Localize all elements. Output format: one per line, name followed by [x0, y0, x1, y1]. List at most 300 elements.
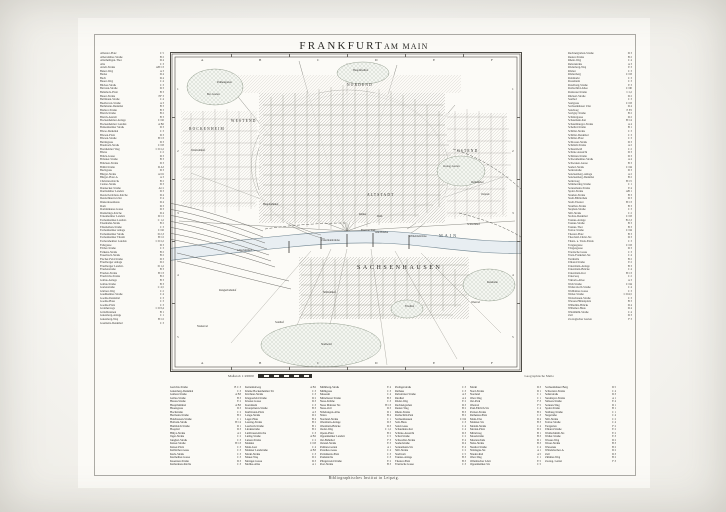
index-entry-ref: F 2 — [612, 424, 616, 428]
index-entry-name: Gallus-Straße — [170, 396, 186, 400]
index-entry-ref: B 3 — [159, 268, 164, 272]
index-entry-ref: B 3 — [236, 396, 241, 400]
index-entry-ref: D 4 — [159, 193, 164, 197]
index-entry-ref: F 3 — [612, 459, 616, 463]
index-entry-name: Schwanheimer-Straße — [568, 158, 594, 162]
index-entry-name: Textor-Straße — [568, 229, 584, 233]
map-place-label: Friedhof — [405, 305, 415, 308]
index-entry-name: Beethoven-Straße — [100, 101, 121, 105]
index-entry-ref: C 4,5 — [157, 286, 164, 290]
grid-number-right: 2 — [512, 149, 514, 153]
index-entry-name: Nord-Straße — [470, 389, 485, 393]
index-entry-name: Falkens-Straße — [100, 250, 118, 254]
index-entry-ref: D 3 — [627, 151, 632, 155]
index-entry-ref: E 4 — [628, 186, 632, 190]
index-entry-ref: C 4 — [536, 407, 541, 410]
index-entry-name: Allerheiligen-Thor — [100, 59, 122, 63]
index-entry-ref: A 3 — [627, 279, 632, 282]
index-entry-ref: E 2 — [628, 261, 632, 265]
index-entry-ref: AC1 — [158, 186, 164, 190]
index-entry-name: Battonn-Straße — [100, 87, 118, 91]
index-entry-ref: C 3 — [159, 225, 164, 229]
index-entry-ref: A 3 — [159, 176, 164, 180]
index-entry-ref: D 3 — [311, 400, 316, 403]
index-entry-ref: C 4 — [627, 310, 632, 314]
index-entry-name: Parlaments-Platz — [320, 452, 340, 456]
index-entry-name: Paulskirche — [320, 456, 334, 459]
index-entry-name: Börsen-Straße — [100, 137, 117, 141]
index-entry-ref: F 3 — [387, 438, 391, 442]
index-entry-name: Seilerweg — [568, 179, 580, 183]
index-entry-ref: C 3 — [627, 296, 632, 300]
index-entry-ref: C 3 — [461, 389, 466, 393]
index-entry-ref: D 3 — [236, 407, 241, 410]
index-entry-name: Humboldt-Straße — [170, 424, 190, 428]
index-entry-name: Junghof-Straße — [170, 438, 188, 442]
index-entry-name: Nordend-Straße — [320, 417, 339, 421]
index-entry-ref: B 2 — [611, 445, 616, 449]
index-entry-ref: C 4 — [627, 286, 632, 290]
index-entry-ref: C 4 — [386, 449, 391, 452]
index-entry-name: Schiller-Denkmal — [568, 133, 589, 137]
index-entry-name: Niddagau-Str. — [470, 449, 486, 452]
index-entry-ref: D 3 — [159, 133, 164, 137]
index-entry-ref: D 3 — [159, 208, 164, 212]
index-entry-name: Katharinen-Kirche — [170, 463, 192, 466]
index-entry-ref: B C3 — [625, 271, 632, 275]
grid-number-left: 1 — [177, 87, 179, 91]
index-entry-ref: D 1 — [536, 389, 541, 393]
index-entry-ref: B 3 — [386, 463, 391, 466]
grid-letter-bottom: E — [433, 361, 436, 365]
map-place-label: Hauptbahnhof — [263, 203, 279, 206]
index-entry-ref: D 4 — [159, 59, 164, 63]
index-entry-name: Mainzer-Str. — [470, 421, 485, 424]
index-entry-name: Gartenstraße — [100, 286, 115, 290]
index-entry-ref: B C5 — [625, 179, 632, 183]
index-entry-ref: D 3 — [159, 140, 164, 144]
index-entry-name: Rhein-Straße — [395, 410, 411, 414]
index-entry-ref: C 2 — [461, 435, 466, 438]
index-entry-ref: D 4 — [159, 76, 164, 80]
index-entry-name: Basler — [100, 73, 108, 77]
index-entry-name: Salz-Haus — [395, 421, 407, 424]
index-entry-name: Römerberg — [568, 73, 581, 77]
index-entry-ref: C 3 — [236, 445, 241, 449]
index-entry-ref: B 1 — [159, 310, 164, 314]
index-entry — [100, 322, 164, 326]
index-entry-name: Gerichts-Straße — [170, 386, 188, 389]
index-entry-ref: E 3 — [628, 66, 632, 70]
index-entry-ref: B 3 — [159, 282, 164, 286]
index-entry-name: Biebrer-Straße — [100, 108, 117, 112]
map-place-label: Niederrad — [197, 325, 208, 328]
index-entry-ref: C 4 — [386, 393, 391, 396]
index-column — [545, 386, 616, 467]
index-entry-ref: C 4 — [611, 421, 616, 424]
index-entry-name: Wittelsbacher-A. — [545, 449, 565, 452]
index-entry-ref: C 1 — [611, 410, 616, 414]
index-entry-ref: C 3 — [627, 80, 632, 84]
index-entry-ref: B 2 — [159, 222, 164, 226]
index-entry-name: Stalburg-Straße — [545, 410, 563, 414]
index-entry-ref: D 4 — [159, 211, 164, 215]
index-entry-ref: A 2 — [627, 144, 632, 148]
index-entry-ref: C 4 — [159, 293, 164, 297]
grid-letter-top: B — [259, 58, 262, 62]
map-district-label: OSTEND — [457, 149, 479, 153]
index-entry-name: Hermann-Straße — [170, 414, 189, 417]
index-entry-name: Windmühl-Straße — [568, 310, 589, 314]
index-entry-name: Schmidt-Straße — [568, 144, 586, 148]
index-entry-name: Stift-Straße — [545, 417, 559, 421]
index-entry-name: Nieder-Rad — [470, 452, 484, 456]
index-entry-ref: D 3 — [627, 247, 632, 251]
index-entry-name: Eschenheimer Straße — [100, 232, 125, 236]
index-entry-name: Oberrad — [470, 403, 480, 407]
index-entry-name: Dominikaner-Gasse — [100, 208, 124, 212]
index-entry-name: Kloster-Gasse — [245, 400, 262, 403]
index-entry-ref: AB C3 — [155, 66, 164, 70]
index-entry-name: Untermain-Brücke — [568, 268, 590, 272]
index-entry-ref: C 2 — [627, 211, 632, 215]
index-entry-ref: C 3 — [627, 239, 632, 243]
index-entry-ref: E 4 — [160, 197, 164, 201]
index-entry-name: Kettenhofweg — [245, 386, 262, 389]
index-entry-ref: C 3 — [311, 452, 316, 456]
index-entry-ref: B 3 — [159, 158, 164, 162]
grid-letter-top: E — [433, 58, 436, 62]
index-entry-name: Gutenberg-Denkmal — [170, 389, 194, 393]
index-entry-name: Stephan-Straße — [568, 208, 586, 212]
index-entry-name: Reuter-Weg — [395, 407, 409, 410]
index-entry-name: Christian-Kirche — [100, 179, 120, 183]
index-entry-name: Bornheimer Weg — [100, 147, 120, 151]
index-entry-name: Theobald-Christ-Str. — [568, 236, 592, 240]
index-entry-name: Rohmarkt — [568, 76, 580, 80]
index-entry-name: Mühlberg-Straße — [320, 386, 340, 389]
index-entry-ref: D 3 — [386, 407, 391, 410]
index-entry-ref: C D0 — [625, 87, 632, 91]
index-entry-ref: E 2 — [462, 400, 466, 403]
index-entry-name: Gallus-Anlage — [100, 279, 117, 282]
index-entry-ref: C D4 — [625, 229, 632, 233]
index-entry-name: Neue-Kräme — [320, 400, 335, 403]
index-entry-ref: B 1 — [611, 407, 616, 410]
index-entry-ref: D 3 — [536, 386, 541, 389]
index-entry-ref: D 2,3 — [157, 232, 164, 236]
index-entry-name: Karls-Straße — [170, 452, 185, 456]
index-entry-name: Rechneigraben-Straße — [568, 52, 594, 55]
map-district-label: WESTEND — [231, 119, 257, 123]
index-entry-ref: D 2 — [311, 456, 316, 459]
index-entry-ref: B 3 — [627, 264, 632, 268]
index-entry-name: Rückert-Straße — [568, 94, 586, 98]
index-entry-name: Lessing-Straße — [245, 421, 263, 424]
index-entry-name: Stift-Straße — [395, 449, 409, 452]
index-entry-ref: B 4 — [386, 414, 391, 417]
index-entry — [395, 463, 466, 467]
index-entry-name: Kasernen-Straße — [170, 459, 189, 463]
index-entry-ref: C 4 — [627, 254, 632, 258]
index-entry-ref: A 3 — [627, 62, 632, 66]
index-entry-ref: C 3 — [236, 389, 241, 393]
index-entry-ref: B 2 — [461, 414, 466, 417]
index-entry-ref: B 2 — [159, 275, 164, 279]
index-entry-name: Bleich-Anstalt — [100, 115, 117, 119]
index-entry-ref: C 1 — [236, 417, 241, 421]
street-index-right — [568, 52, 632, 322]
index-entry-ref: C 2 — [611, 417, 616, 421]
index-entry-name: Töngesgasse — [568, 247, 583, 251]
index-entry-ref: C D3 — [157, 144, 164, 148]
index-entry-name: Lange-Straße — [245, 414, 261, 417]
index-entry-name: Gallus-Straße — [100, 282, 116, 286]
index-entry-ref: B 3 — [386, 396, 391, 400]
index-entry-ref: D C1 — [157, 215, 164, 219]
index-entry-ref: C 2 — [461, 449, 466, 452]
index-entry-name: Zimmer-Weg — [545, 456, 561, 459]
index-entry-name: Bettingasse — [100, 140, 114, 144]
index-entry-name: Schöne Aussicht — [568, 151, 588, 155]
index-entry-ref: C 1 — [536, 456, 541, 459]
index-entry-ref: D 3 — [461, 431, 466, 435]
index-entry-name: Waldschmidt-Str. — [545, 431, 565, 435]
index-entry-name: Rechneigraben — [395, 403, 413, 407]
index-entry-name: Merian-Platz — [470, 428, 485, 431]
index-entry-name: Senckenberg-Denkmal — [568, 176, 595, 180]
index-entry-name: Braubach-Straße — [100, 144, 120, 148]
index-entry-ref: D 3 — [159, 190, 164, 194]
index-entry-ref: C 3 — [236, 452, 241, 456]
index-entry-ref: C 4 — [461, 424, 466, 428]
index-entry-name: Stoltze-Denkmal — [568, 215, 588, 219]
index-entry-name: Ostend-Straße — [320, 442, 337, 445]
index-entry-ref: D 3 — [611, 452, 616, 456]
index-entry-ref: A B2 — [310, 386, 316, 389]
index-entry — [320, 463, 391, 467]
index-column — [470, 386, 541, 467]
index-entry-ref: B 2 — [159, 179, 164, 183]
grid-number-right: 4 — [512, 273, 514, 277]
index-entry-name: Walter-Kolb-Straße — [568, 286, 591, 290]
index-entry-ref: C D3 — [625, 101, 632, 105]
index-entry-name: Trutz-Frankfurt-Str. — [568, 254, 591, 258]
index-entry-name: Arndt-Straße — [100, 66, 116, 70]
index-entry-ref: C 3 — [159, 300, 164, 304]
index-entry-name: Eschenheimer-Landstr. — [100, 218, 127, 222]
index-entry-ref: D 3 — [159, 161, 164, 165]
index-entry-name: Main-Ufer — [470, 417, 483, 421]
index-entry-name: Münchener Straße — [320, 396, 341, 400]
index-entry-ref: C D2 — [157, 229, 164, 233]
index-entry-name: Neuhof-Straße — [470, 445, 487, 449]
map-place-label: Westbahnhof — [191, 149, 206, 152]
index-entry-name: Gaarheits-Denkmal — [100, 321, 123, 325]
index-column — [395, 386, 466, 467]
index-entry-ref: C 2 — [627, 147, 632, 151]
index-entry-name: Rebenstraße — [568, 62, 583, 66]
index-entry-ref: E 2 — [612, 428, 616, 431]
index-entry-ref: B 3 — [159, 105, 164, 109]
index-entry-name: Börne — [100, 151, 108, 155]
map-place-label: Sandhof — [275, 321, 284, 324]
index-entry-ref: B 3 — [627, 300, 632, 304]
index-entry-name: Scheffel-Straße — [568, 126, 586, 130]
index-entry-ref: C 3 — [627, 98, 632, 102]
index-entry-name: Melem-Straße — [470, 424, 487, 428]
index-entry-name: Paradies-Gasse — [320, 449, 338, 452]
index-entry-name: Schweizer-Straße — [545, 389, 565, 393]
index-entry-name: Bäcker-Straße — [100, 83, 117, 87]
map-place-label: Ostbahnhof — [471, 181, 484, 184]
index-entry-ref: C 3 — [159, 321, 164, 325]
index-entry-ref: B 2 — [627, 257, 632, 261]
index-entry-name: Zoolog. Garten — [545, 459, 563, 463]
index-entry-name: Eisenbahn-Straße — [100, 222, 121, 226]
index-entry-ref: D 1 — [386, 410, 391, 414]
map-place-label: Eiserner Steg — [361, 229, 376, 232]
grid-number-right: 3 — [512, 211, 514, 215]
index-entry — [568, 318, 632, 322]
index-entry-name: Friedrichs-Straße — [100, 275, 121, 279]
index-entry-ref: C 1 — [627, 183, 632, 187]
index-entry-ref: D 3 — [236, 428, 241, 431]
index-entry-ref: B C3 — [157, 137, 164, 141]
index-entry-ref: C 3 — [159, 296, 164, 300]
scale-label: Maßstab 1:20000 — [228, 374, 254, 378]
index-entry-name: Weissfrauen-Straße — [568, 296, 591, 300]
index-entry-name: Trierische Gasse — [568, 250, 588, 254]
index-entry — [170, 463, 241, 467]
index-entry-ref: C 3 — [236, 438, 241, 442]
index-entry-name: Taunus-Straße — [568, 222, 585, 226]
index-entry-ref: A 3 — [461, 393, 466, 396]
index-entry-name: Rothschild-Allee — [568, 87, 588, 91]
index-entry-name: Offenbacher Ldstr. — [470, 459, 492, 463]
index-entry-name: Deutsch-Ordens-Kirche — [100, 193, 128, 197]
index-entry-ref: B 1 — [627, 126, 632, 130]
map-district-label: BOCKENHEIM — [189, 127, 225, 131]
index-entry-ref: A 2 — [627, 172, 632, 176]
index-entry-name: Holbein-Straße — [170, 421, 188, 424]
title-city: FRANKFURT — [299, 40, 384, 52]
index-entry-name: Theater-Platz — [395, 459, 411, 463]
index-entry-name: Hülya-Straße — [170, 431, 186, 435]
index-entry-name: Kalbächer-Gasse — [170, 449, 190, 452]
index-entry-name: Bleich-Straße — [100, 112, 116, 116]
index-entry-ref: C 3 — [461, 463, 466, 466]
index-entry-ref: A D1 — [157, 172, 164, 176]
index-entry-name: Turnhalle — [568, 257, 580, 261]
index-entry-ref: D 5 — [611, 386, 616, 389]
index-entry-ref: D 3 — [461, 403, 466, 407]
index-entry-ref: D 3 — [386, 424, 391, 428]
index-entry-name: Trierische Gasse — [395, 463, 414, 466]
index-entry-ref: C 4 — [536, 424, 541, 428]
index-entry-ref: B C4 — [235, 421, 241, 424]
index-entry-name: Ober-Weg — [470, 456, 482, 459]
index-entry-name: Kleine Bockenheimer Str. — [245, 389, 275, 393]
index-entry-ref: A 2 — [236, 431, 241, 435]
index-entry-ref: C 3 — [159, 83, 164, 87]
index-entry-ref: C 3 — [627, 69, 632, 73]
index-entry-ref: C 4 — [627, 268, 632, 272]
index-entry-ref: D 2 — [311, 396, 316, 400]
map-place-label: Ostpark — [481, 193, 490, 196]
index-entry-ref: D 4 — [627, 105, 632, 109]
index-entry-ref: E F2 — [626, 108, 632, 112]
index-entry-name: Bauer-Weg — [100, 80, 114, 84]
index-entry-name: Schaumain-Kai — [395, 428, 413, 431]
index-entry-ref: C D4,5 — [623, 293, 632, 297]
index-entry-ref: B 3 — [627, 161, 632, 165]
grid-number-left: 4 — [177, 273, 179, 277]
index-entry-name: Buchgasse — [100, 169, 113, 173]
index-entry-ref: C D3,4 — [155, 307, 164, 311]
index-entry-ref: E 4 — [462, 438, 466, 442]
index-entry-name: Röderberg-Weg — [568, 66, 587, 70]
index-entry-ref: C 3 — [311, 403, 316, 407]
index-entry-name: Brücken-Straße — [100, 161, 119, 165]
index-entry-name: Nahe-Straße — [470, 442, 485, 445]
index-entry-name: Weser-Straße — [545, 442, 561, 445]
index-entry-name: Spohr-Straße — [545, 407, 560, 410]
index-entry-ref: B 3 — [536, 421, 541, 424]
index-entry-name: Savigny-Straße — [568, 112, 586, 116]
index-entry-name: Schöne-Aussicht — [395, 431, 415, 435]
index-entry-name: Mauer-Weg — [245, 456, 259, 459]
index-entry-name: Friedberger Landstr. — [100, 264, 124, 268]
index-entry-name: Schwedler-Straße — [395, 438, 416, 442]
index-entry-name: Schwanen-Gasse — [568, 161, 588, 165]
map-place-label: Hauptfriedhof — [353, 69, 369, 72]
index-entry-name: Taunus-Anlage — [568, 218, 586, 222]
grid-number-right: 5 — [512, 335, 514, 339]
index-entry-ref: C 3 — [627, 137, 632, 141]
index-entry-name: Schäfergasse — [568, 115, 584, 119]
index-entry-ref: C 4 — [536, 445, 541, 449]
map-place-label: Römer — [359, 213, 367, 216]
index-entry-ref: D 3 — [159, 204, 164, 208]
index-entry-ref: F 3 — [628, 318, 632, 322]
index-entry-name: Kronprinzen-Straße — [245, 407, 268, 410]
street-index-bottom — [170, 386, 616, 467]
index-entry-name: Taunus-Anlage — [395, 456, 413, 459]
index-entry-ref: B 3 — [627, 204, 632, 208]
index-entry-ref: C 1 — [159, 314, 164, 318]
index-entry-name: Kirchner-Straße — [245, 393, 264, 396]
index-entry-name: Darmstädter Landstr. — [100, 190, 125, 194]
index-entry-ref: C 1 — [536, 393, 541, 396]
index-entry-ref: C 4 — [611, 389, 616, 393]
index-entry-name: Dannecker-Straße — [100, 186, 121, 190]
index-entry-ref: D 3 — [311, 459, 316, 463]
index-entry-ref: B 2 — [461, 407, 466, 410]
index-entry-ref: B 3 — [611, 442, 616, 445]
index-entry-ref: B C 3 — [234, 386, 241, 389]
index-entry-ref: C 1 — [386, 417, 391, 421]
scale-bar — [228, 374, 312, 378]
city-map[interactable] — [170, 52, 522, 372]
index-entry-ref: A 1 — [611, 396, 616, 400]
index-entry-name: Siesmayer-Straße — [545, 396, 566, 400]
index-entry-name: Alte — [100, 62, 105, 66]
index-entry-name: Nordend — [470, 393, 480, 396]
index-entry-name: Moselstraße — [470, 435, 484, 438]
index-entry-name: Thurn- u. Taxis-Palais — [568, 239, 594, 243]
index-entry-name: Willemer-Haus — [568, 307, 586, 311]
